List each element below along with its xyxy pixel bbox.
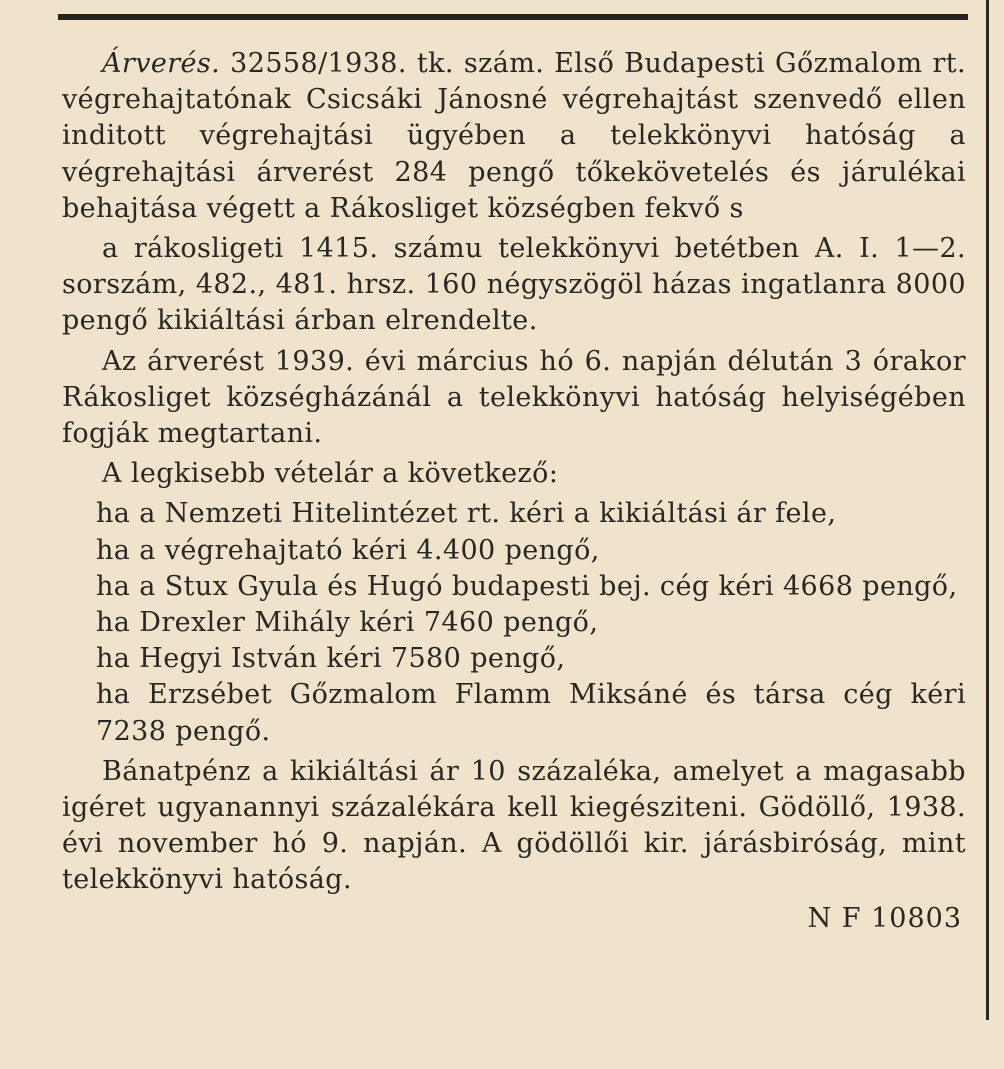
min-price-item: ha a Stux Gyula és Hugó budapesti bej. cég kéri 4668 pengő,	[96, 570, 958, 602]
intro-text: 32558/1938. tk. szám. Első Budapesti Gőzmalom rt. végrehajtatónak Csicsáki Jánosné végrehajtást szenvedő ellen inditott végrehajtási ügyében a telekkönyvi hatóság a végrehajtási árverést 284 pengő tőkekövetelés és járulékai behajtása végett a Rákosliget községben fekvő s	[62, 48, 966, 224]
top-rule	[58, 14, 968, 20]
min-price-item: ha Drexler Mihály kéri 7460 pengő,	[96, 607, 599, 639]
closing-paragraph: Bánatpénz a kikiáltási ár 10 százaléka, amelyet a magasabb igéret ugyanannyi százalékára kell kiegésziteni. Gödöllő, 1938. évi november hó 9. napján. A gödöllői kir. járásbiróság, mint telekkönyvi hatóság.	[62, 755, 966, 896]
intro-paragraph	[62, 46, 966, 227]
reference-code: N F 10803	[807, 902, 962, 934]
property-paragraph: a rákosligeti 1415. számu telekkönyvi betétben A. I. 1—2. sorszám, 482., 481. hrsz. 160 négyszögöl házas ingatlanra 8000 pengő kikiáltási árban elrendelte.	[62, 233, 966, 337]
min-price-intro: A legkisebb vételár a következő:	[102, 458, 559, 490]
auction-notice	[62, 46, 966, 937]
notice-heading: Árverés.	[102, 48, 221, 79]
min-price-item: ha Hegyi István kéri 7580 pengő,	[96, 643, 566, 675]
date-place-paragraph: Az árverést 1939. évi március hó 6. napján délután 3 órakor Rákosliget községházánál a telekkönyvi hatóság helyiségében fogják megtartani.	[62, 345, 966, 450]
min-price-item: ha a végrehajtató kéri 4.400 pengő,	[96, 534, 600, 566]
min-price-item: ha a Nemzeti Hitelintézet rt. kéri a kikiáltási ár fele,	[96, 498, 837, 530]
column-rule	[986, 0, 989, 1020]
min-price-item: ha Erzsébet Gőzmalom Flamm Miksáné és társa cég kéri 7238 pengő.	[96, 679, 966, 747]
min-price-list	[62, 496, 966, 749]
